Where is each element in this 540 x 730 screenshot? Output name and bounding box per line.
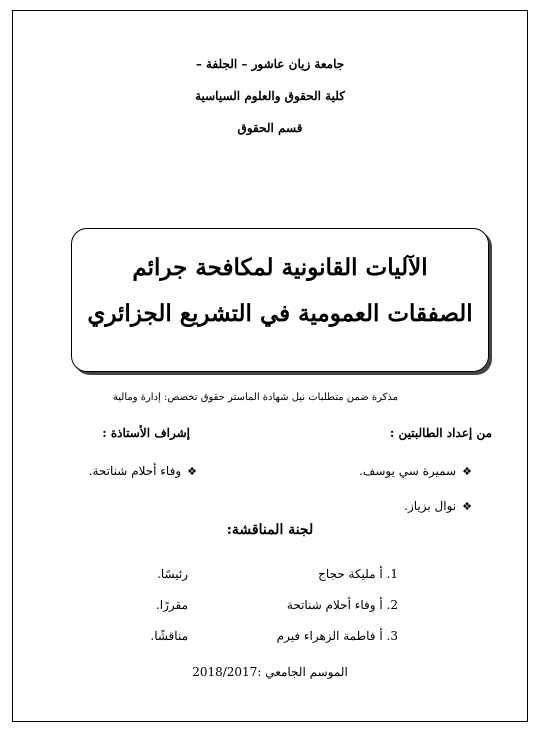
academic-year: الموسم الجامعي :2018/2017 (192, 665, 348, 679)
thesis-title-line-2: الصفقات العمومية في التشريع الجزائري (87, 300, 473, 327)
faculty-name: كلية الحقوق والعلوم السياسية (195, 89, 345, 103)
committee-role-1: رئيسًا. (157, 567, 188, 581)
member-number: 1. (386, 567, 398, 581)
student-name-2: ❖ نوال بزياز. (404, 499, 472, 513)
supervisor-heading: إشراف الأستاذة : (102, 426, 190, 440)
committee-role-2: مقررًا. (155, 598, 188, 612)
member-number: 3. (386, 629, 398, 643)
member-name: أ فاطمة الزهراء فيرم (276, 629, 383, 643)
committee-member-3 (277, 629, 398, 643)
supervisor-name: ❖ وفاء أحلام شناتحة. (89, 464, 197, 478)
committee-member-2 (287, 598, 398, 612)
member-name: أ وفاء أحلام شناتحة (286, 598, 383, 612)
student-name-1: ❖ سميرة سي يوسف. (359, 464, 472, 478)
committee-role-3: مناقشًا. (150, 629, 188, 643)
committee-heading: لجنة المناقشة: (226, 522, 314, 538)
committee-member-1 (318, 567, 398, 581)
member-number: 2. (386, 598, 398, 612)
thesis-title-line-1: الآليات القانونية لمكافحة جرائم (132, 254, 428, 281)
university-name: جامعة زيان عاشور – الجلفة – (195, 57, 345, 71)
department-name: قسم الحقوق (237, 121, 303, 135)
thesis-requirement-note: مذكرة ضمن متطلبات نيل شهادة الماستر حقوق تخصص: إدارة ومالية (112, 392, 398, 403)
students-heading: من إعداد الطالبتين : (389, 426, 492, 440)
thesis-title-box (71, 228, 489, 372)
member-name: أ مليكة حجاج (318, 567, 383, 581)
